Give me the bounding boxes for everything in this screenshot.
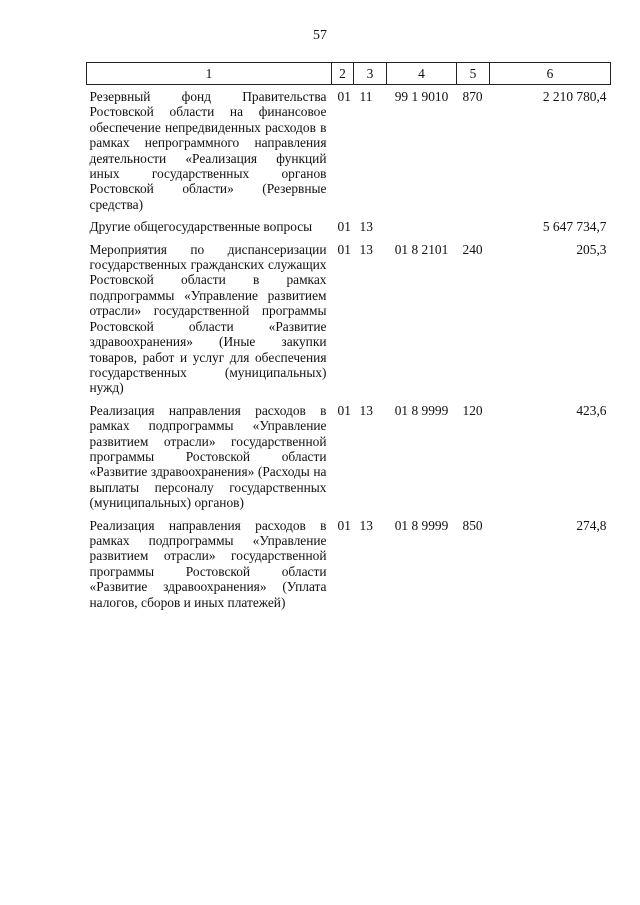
row-subsection-code: 13 — [359, 517, 373, 533]
column-header-vr: 5 — [457, 63, 490, 85]
row-target-article: 01 8 2101 — [394, 241, 449, 257]
row-section-code: 01 — [337, 89, 351, 104]
row-expense-type: 120 — [462, 402, 483, 418]
page-number: 57 — [313, 28, 327, 43]
table-row — [87, 235, 611, 396]
column-header-rz: 2 — [332, 63, 354, 85]
row-subsection-code: 13 — [359, 241, 373, 257]
row-amount: 423,6 — [576, 402, 607, 418]
row-expense-type: 240 — [462, 241, 483, 257]
table-row — [87, 396, 611, 511]
row-subsection-code: 13 — [359, 402, 373, 418]
row-target-article — [387, 212, 457, 234]
budget-table — [86, 62, 611, 610]
row-section-code: 01 — [337, 517, 351, 533]
column-header-name: 1 — [87, 63, 332, 85]
row-target-article: 01 8 9999 — [394, 402, 449, 418]
row-amount: 5 647 734,7 — [542, 219, 607, 235]
row-amount: 205,3 — [576, 241, 607, 257]
table-row — [87, 511, 611, 610]
row-subsection-code: 13 — [359, 219, 373, 235]
row-target-article: 99 1 9010 — [394, 89, 449, 104]
table-header-row — [87, 63, 611, 85]
row-section-code: 01 — [337, 402, 351, 418]
row-section-code: 01 — [337, 219, 351, 235]
row-expense-type — [457, 212, 490, 234]
column-header-csr: 4 — [387, 63, 457, 85]
row-name: Резервный фонд Правительства Ростовской области на финансовое обеспечение непредвиденных расходов в рамках непрограммного направления деятельности «Реализация функций иных государственных органов Ростовской области» (Резервные средства) — [89, 89, 327, 212]
row-target-article: 01 8 9999 — [394, 517, 449, 533]
table-row — [87, 85, 611, 213]
row-name: Другие общегосударственные вопросы — [89, 219, 313, 235]
row-name: Мероприятия по диспансеризации государственных гражданских служащих Ростовской области в рамках подпрограммы «Управление развитием отрасли» государственной программы Ростовской области «Развитие здравоохранения» (Иные закупки товаров, работ и услуг для обеспечения государственных (муниципальных) нужд) — [89, 241, 327, 396]
row-expense-type: 850 — [462, 517, 483, 533]
table-row — [87, 212, 611, 234]
row-name: Реализация направления расходов в рамках подпрограммы «Управление развитием отрасли» государственной программы Ростовской области «Развитие здравоохранения» (Уплата налогов, сборов и иных платежей) — [89, 517, 327, 610]
row-amount: 274,8 — [576, 517, 607, 533]
row-expense-type: 870 — [462, 89, 483, 104]
row-name: Реализация направления расходов в рамках подпрограммы «Управление развитием отрасли» государственной программы Ростовской области «Развитие здравоохранения» (Расходы на выплаты персоналу государственных (муниципальных) органов) — [89, 402, 327, 511]
column-header-pr: 3 — [354, 63, 387, 85]
row-section-code: 01 — [337, 241, 351, 257]
row-subsection-code: 11 — [359, 89, 373, 104]
column-header-sum: 6 — [490, 63, 611, 85]
row-amount: 2 210 780,4 — [542, 89, 607, 104]
